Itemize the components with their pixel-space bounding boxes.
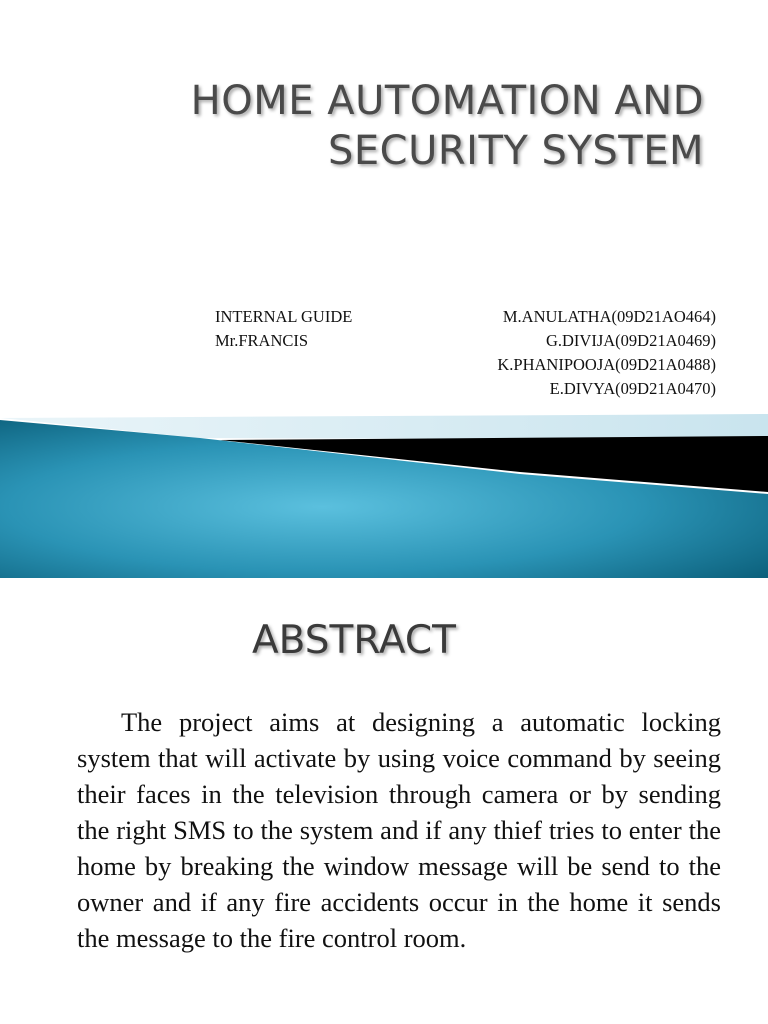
abstract-heading: ABSTRACT — [252, 618, 456, 663]
decorative-wave-band — [0, 410, 768, 578]
abstract-text: The project aims at designing a automatic locking system that will activate by using voice command by seeing their faces in the television through camera or by sending the right SMS to the system and if any thief tries to enter the home by breaking the window message will be send to the owner and if any fire accidents occur in the home it sends the message to the fire control room. — [77, 707, 721, 953]
guide-name: Mr.FRANCIS — [215, 331, 309, 350]
guide-label: INTERNAL GUIDE — [215, 307, 353, 326]
internal-guide-block — [215, 305, 352, 353]
student-list — [497, 305, 716, 401]
student-name: K.PHANIPOOJA(09D21A0488) — [497, 355, 716, 374]
abstract-slide — [0, 578, 768, 1024]
title-line-2: SECURITY SYSTEM — [328, 128, 704, 174]
title-line-1: HOME AUTOMATION AND — [190, 78, 704, 124]
slide-title — [100, 76, 704, 176]
student-name: G.DIVIJA(09D21A0469) — [545, 331, 716, 350]
student-name: M.ANULATHA(09D21AO464) — [502, 307, 716, 326]
student-name: E.DIVYA(09D21A0470) — [549, 379, 716, 398]
